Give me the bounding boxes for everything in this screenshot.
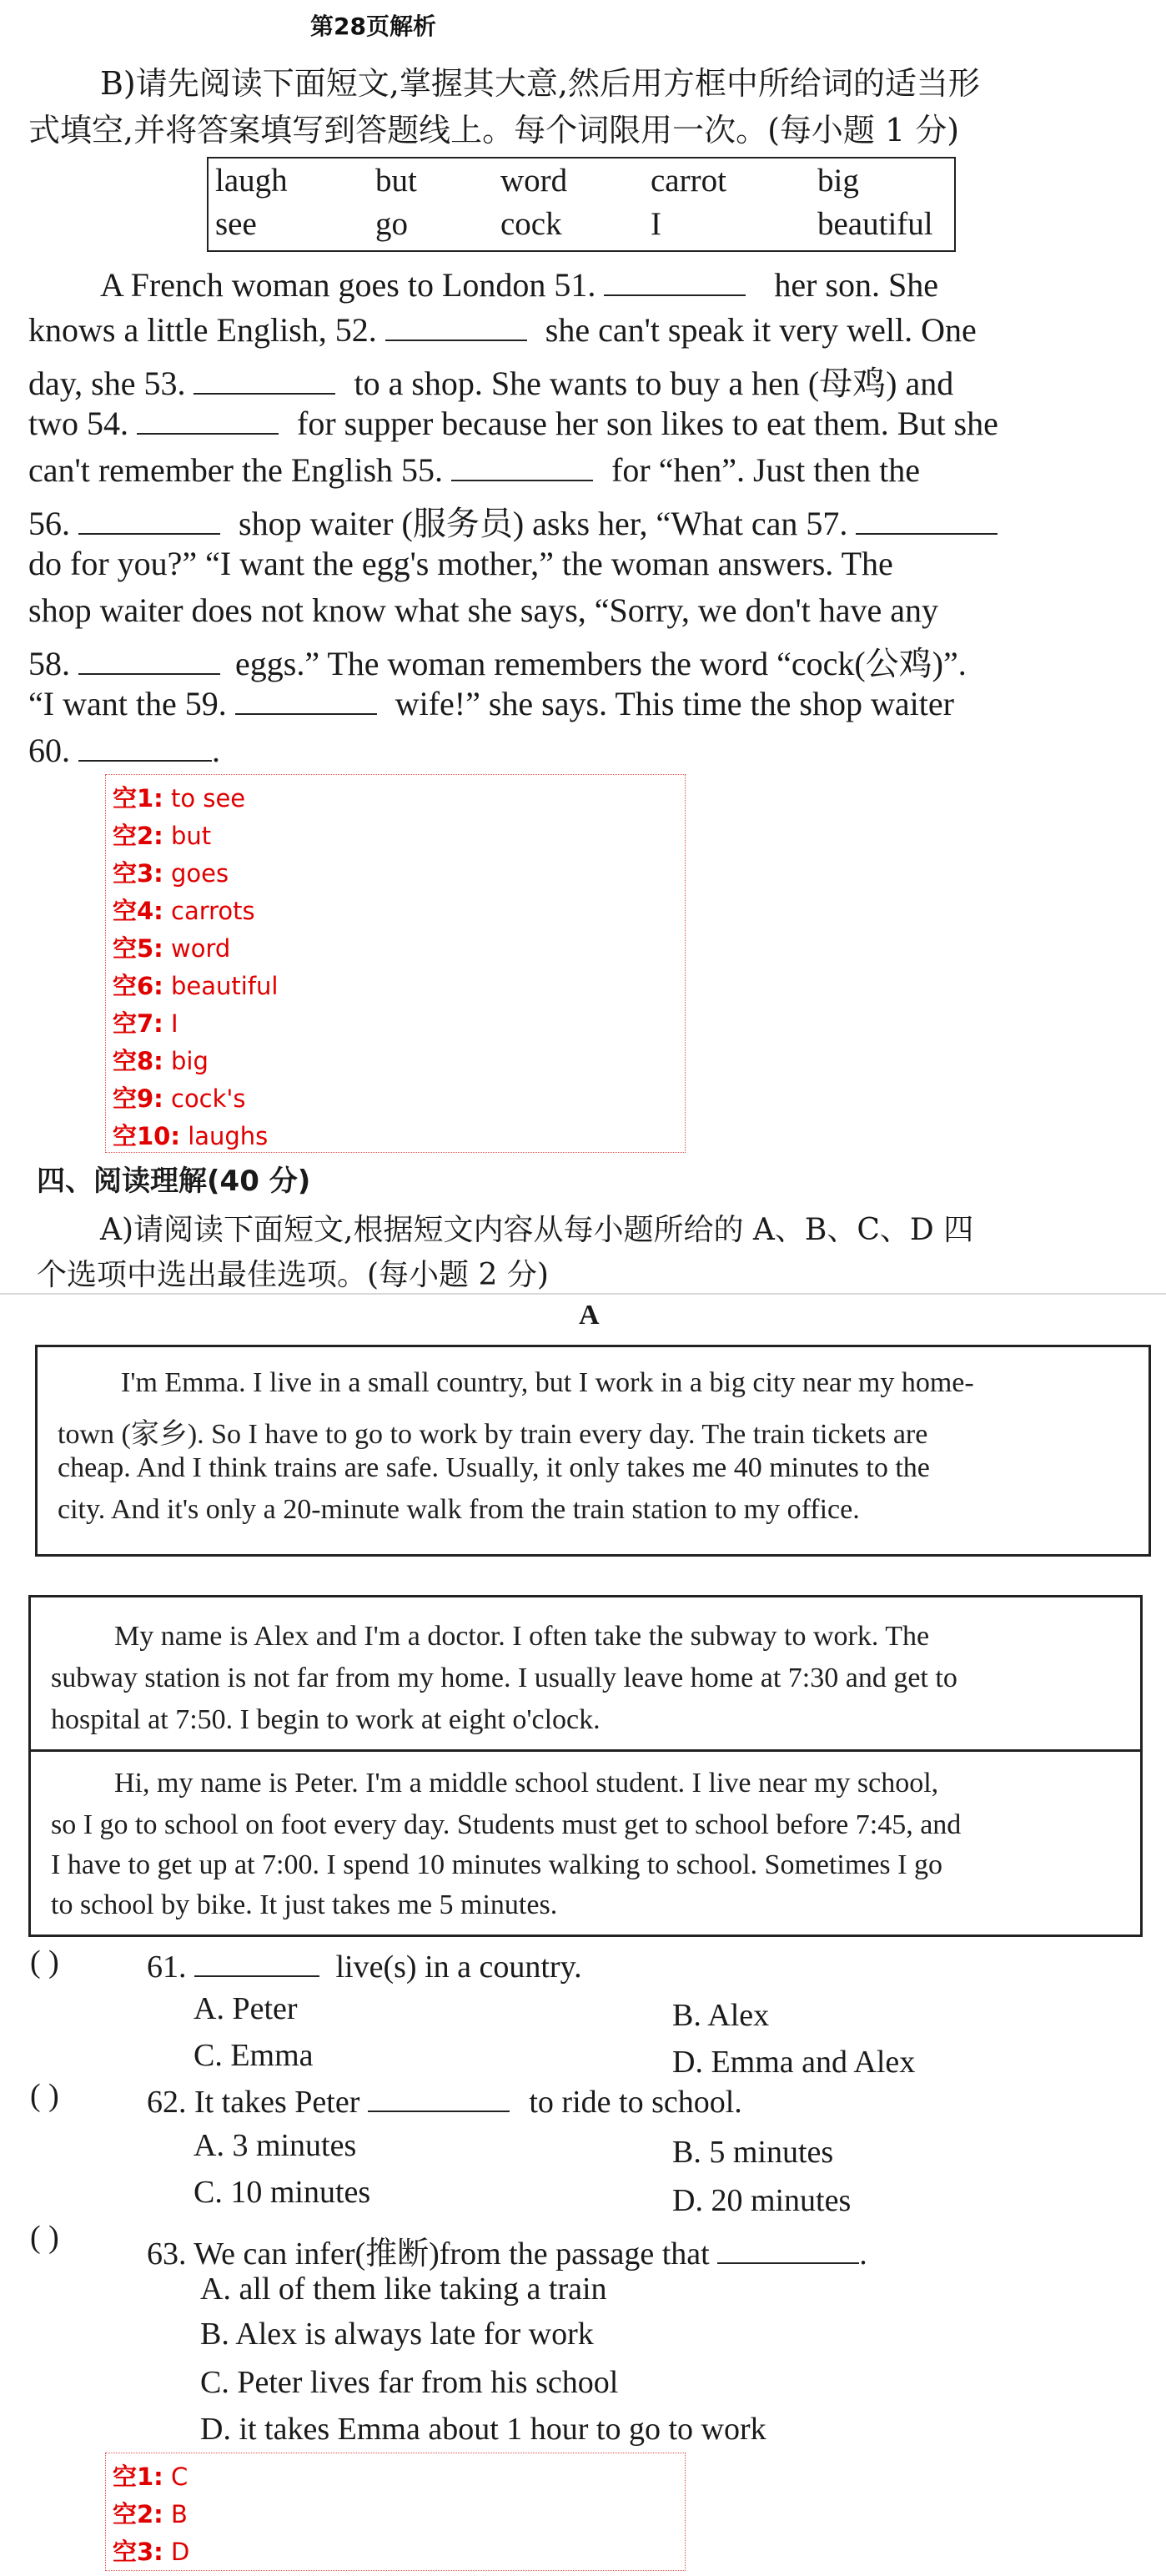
word-box <box>207 157 956 252</box>
answer-box-reading <box>105 2453 686 2571</box>
answer-item: 空4: carrots <box>113 897 255 925</box>
passage-line: A French woman goes to London 51. her son. She <box>100 266 939 304</box>
word-item: but <box>375 163 417 199</box>
word-item: big <box>817 163 859 199</box>
answer-box-cloze <box>105 774 686 1153</box>
option-d: D. it takes Emma about 1 hour to go to work <box>200 2412 766 2447</box>
option-b: B. Alex is always late for work <box>200 2317 594 2352</box>
passage-divider <box>31 1749 1140 1752</box>
passage-line: city. And it's only a 20-minute walk from the train station to my office. <box>58 1494 860 1525</box>
answer-item: 空6: beautiful <box>113 972 279 1000</box>
option-c: C. 10 minutes <box>193 2175 371 2210</box>
answer-item: 空7: I <box>113 1009 178 1038</box>
passage-line: 56. shop waiter (服务员) asks her, “What can 57. <box>28 497 998 545</box>
passage-line: 58. eggs.” The woman remembers the word “cock(公鸡)”. <box>28 645 967 682</box>
passage-emma <box>35 1345 1151 1557</box>
passage-line: shop waiter does not know what she says, “Sorry, we don't have any <box>28 591 939 629</box>
option-d: D. 20 minutes <box>672 2183 852 2218</box>
option-c: C. Emma <box>193 2038 314 2073</box>
section-iv-instruction-line2: 个选项中选出最佳选项。(每小题 2 分) <box>37 1258 549 1292</box>
answer-item: 空2: but <box>113 822 212 850</box>
passage-line: two 54. for supper because her son likes to eat them. But she <box>28 405 998 442</box>
passage-line: can't remember the English 55. for “hen”. Just then the <box>28 451 920 489</box>
word-item: beautiful <box>817 206 933 242</box>
passage-line: town (家乡). So I have to go to work by train every day. The train tickets are <box>58 1419 928 1450</box>
question-stem: 61. live(s) in a country. <box>147 1947 582 1985</box>
divider <box>0 1293 1166 1295</box>
option-a: A. 3 minutes <box>193 2128 357 2163</box>
word-item: word <box>500 163 568 199</box>
option-c: C. Peter lives far from his school <box>200 2365 619 2400</box>
question-stem: 62. It takes Peter to ride to school. <box>147 2082 742 2121</box>
passage-line: I have to get up at 7:00. I spend 10 minutes walking to school. Sometimes I go <box>51 1849 942 1880</box>
passage-line: Hi, my name is Peter. I'm a middle school student. I live near my school, <box>114 1768 939 1799</box>
answer-item: 空2: B <box>113 2500 188 2528</box>
passage-line: “I want the 59. wife!” she says. This time the shop waiter <box>28 685 954 722</box>
passage-line: hospital at 7:50. I begin to work at eight o'clock. <box>51 1704 601 1735</box>
passage-line: so I go to school on foot every day. Students must get to school before 7:45, and <box>51 1809 962 1840</box>
word-item: I <box>651 206 661 242</box>
section-iv-instruction-line1: A)请阅读下面短文,根据短文内容从每小题所给的 A、B、C、D 四 <box>100 1213 974 1247</box>
word-item: cock <box>500 206 562 242</box>
passage-line: knows a little English, 52. she can't speak it very well. One <box>28 311 977 349</box>
answer-paren: ( ) <box>30 2220 59 2255</box>
section-b-instruction-line1: B)请先阅读下面短文,掌握其大意,然后用方框中所给词的适当形 <box>100 65 980 102</box>
answer-item: 空3: goes <box>113 859 229 888</box>
passage-line: cheap. And I think trains are safe. Usually, it only takes me 40 minutes to the <box>58 1452 930 1483</box>
answer-item: 空1: to see <box>113 784 246 813</box>
passage-line: 60. . <box>28 732 220 769</box>
passage-line: subway station is not far from my home. I usually leave home at 7:30 and get to <box>51 1663 957 1693</box>
answer-paren: ( ) <box>30 1945 59 1980</box>
option-b: B. Alex <box>672 1998 770 2033</box>
section-b-instruction-line2: 式填空,并将答案填写到答题线上。每个词限用一次。(每小题 1 分) <box>28 112 960 148</box>
passage-line: My name is Alex and I'm a doctor. I often take the subway to work. The <box>114 1621 930 1652</box>
passage-alex-peter <box>28 1595 1143 1937</box>
passage-line: do for you?” “I want the egg's mother,” the woman answers. The <box>28 545 893 582</box>
word-item: see <box>215 206 257 242</box>
option-d: D. Emma and Alex <box>672 2045 916 2080</box>
passage-line: I'm Emma. I live in a small country, but I work in a big city near my home- <box>121 1367 974 1398</box>
answer-item: 空5: word <box>113 934 231 963</box>
answer-item: 空9: cock's <box>113 1084 246 1113</box>
passage-line: day, she 53. to a shop. She wants to buy a hen (母鸡) and <box>28 365 954 402</box>
question-stem: 63. We can infer(推断)from the passage that . <box>147 2227 867 2273</box>
option-a: A. Peter <box>193 1991 298 2026</box>
passage-line: to school by bike. It just takes me 5 minutes. <box>51 1889 558 1920</box>
option-b: B. 5 minutes <box>672 2135 834 2170</box>
answer-item: 空8: big <box>113 1047 209 1075</box>
option-a: A. all of them like taking a train <box>200 2272 607 2307</box>
page-title: 第28页解析 <box>310 13 436 40</box>
answer-paren: ( ) <box>30 2078 59 2113</box>
answer-item: 空10: laughs <box>113 1122 269 1150</box>
section-iv-heading: 四、阅读理解(40 分) <box>37 1165 311 1198</box>
word-item: laugh <box>215 163 288 199</box>
word-item: go <box>375 206 408 242</box>
word-item: carrot <box>651 163 726 199</box>
passage-label: A <box>579 1300 600 1331</box>
answer-item: 空1: C <box>113 2463 188 2491</box>
answer-item: 空3: D <box>113 2538 190 2566</box>
